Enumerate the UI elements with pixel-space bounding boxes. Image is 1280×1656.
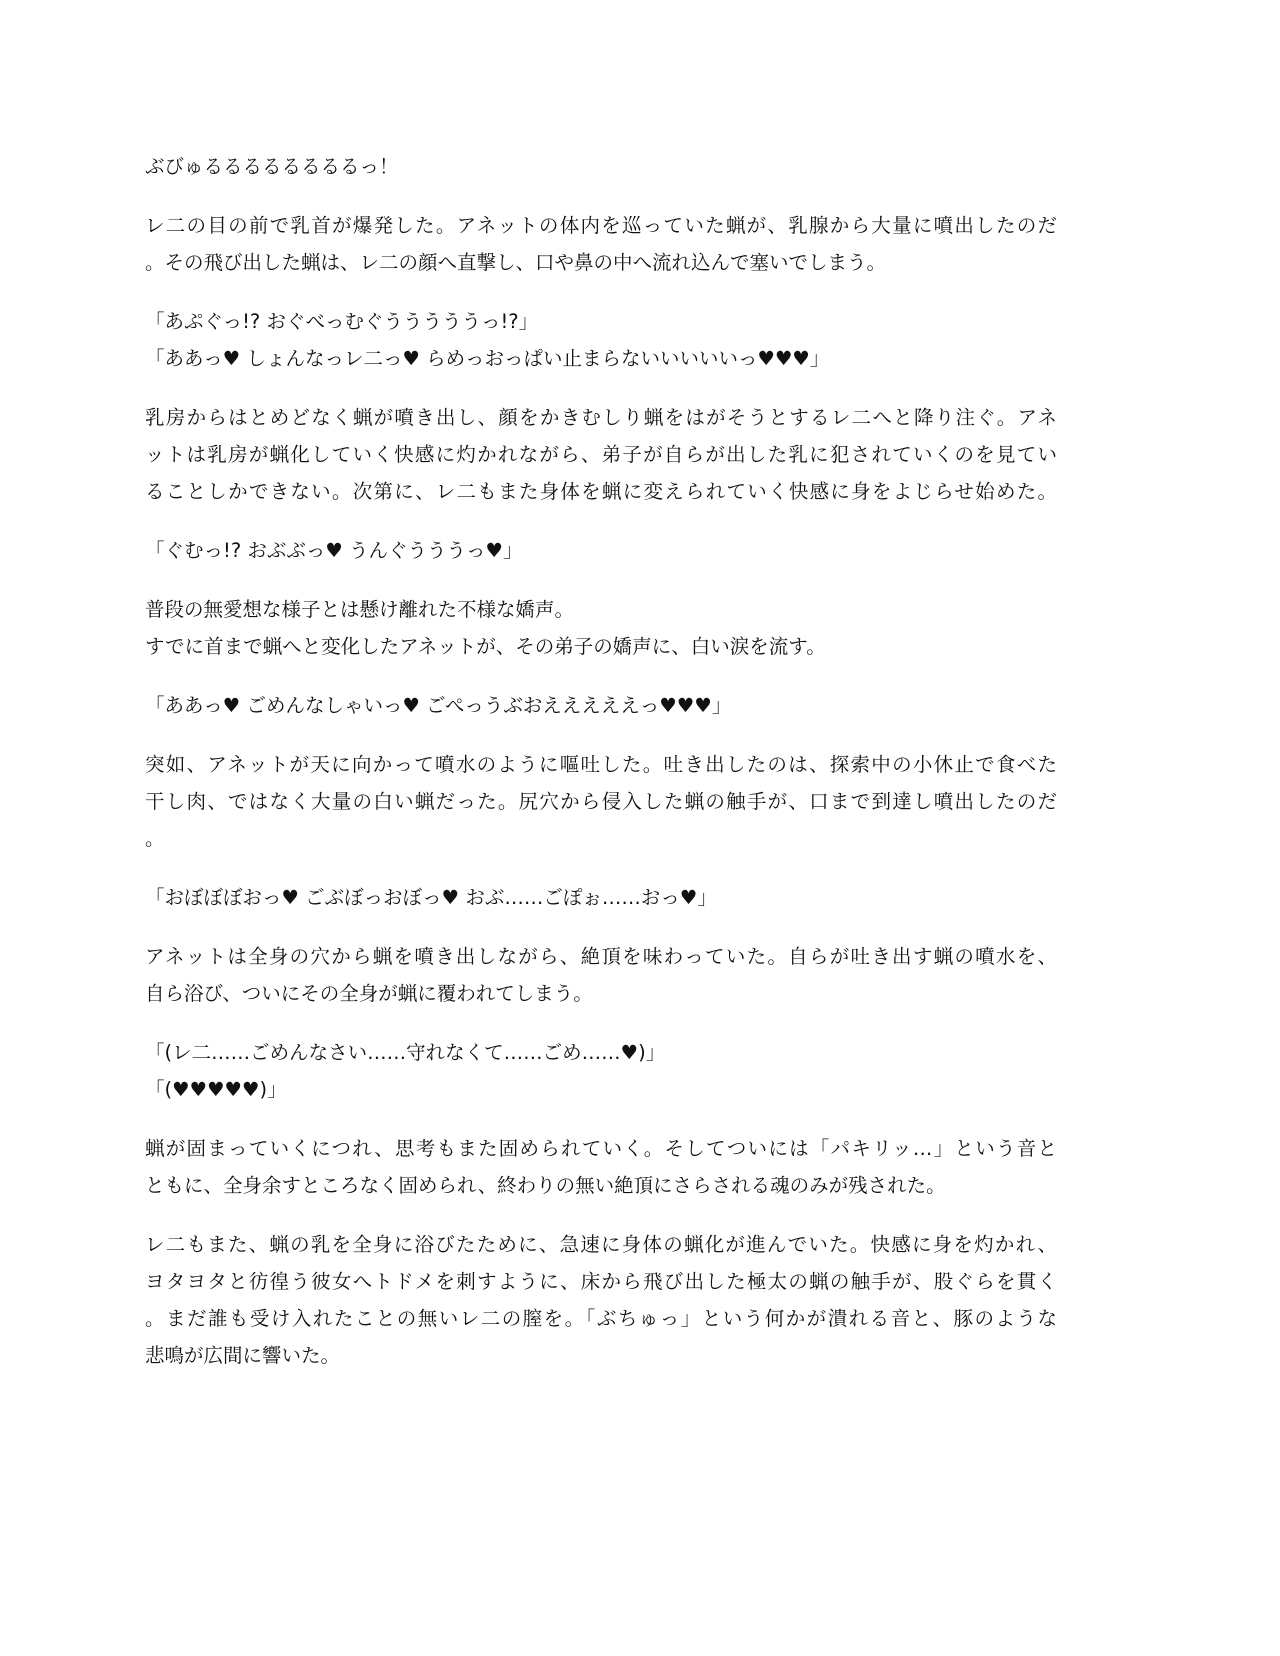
text-line: 。まだ誰も受け入れたことの無いレ二の膣を。「ぶちゅっ」という何かが潰れる音と、豚のような [145, 1307, 1057, 1330]
text-line: レ二の目の前で乳首が爆発した。アネットの体内を巡っていた蝋が、乳腺から大量に噴出したのだ [145, 214, 1057, 237]
paragraph [145, 938, 1057, 1012]
text-line: レ二もまた、蝋の乳を全身に浴びたために、急速に身体の蝋化が進んでいた。快感に身を灼かれ、 [145, 1233, 1057, 1256]
text-line: 普段の無愛想な様子とは懸け離れた不様な嬌声。 [145, 598, 575, 621]
text-line: 悲鳴が広間に響いた。 [145, 1344, 341, 1367]
paragraph [145, 532, 1057, 569]
paragraph [145, 399, 1057, 510]
text-line: ることしかできない。次第に、レ二もまた身体を蝋に変えられていく快感に身をよじらせ始めた。 [145, 480, 1057, 503]
paragraph [145, 1226, 1057, 1374]
text-line: アネットは全身の穴から蝋を噴き出しながら、絶頂を味わっていた。自らが吐き出す蝋の噴水を、 [145, 945, 1057, 968]
text-line: ぶびゅるるるるるるるるっ！ [145, 155, 399, 178]
paragraph [145, 303, 1057, 377]
paragraph [145, 879, 1057, 916]
text-line: 乳房からはとめどなく蝋が噴き出し、顔をかきむしり蝋をはがそうとするレ二へと降り注ぐ。アネ [145, 406, 1057, 429]
text-line: 。 [145, 827, 165, 850]
text-line: すでに首まで蝋へと変化したアネットが、その弟子の嬌声に、白い涙を流す。 [145, 635, 826, 658]
text-line: 「ああっ♥ ごめんなしゃいっ♥ ごぺっうぶおえええええっ♥♥♥」 [145, 694, 732, 717]
text-line: 「ぐむっ!? おぶぶっ♥ うんぐうううっ♥」 [145, 539, 523, 562]
text-line: ヨタヨタと彷徨う彼女へトドメを刺すように、床から飛び出した極太の蝋の触手が、股ぐらを貫く [145, 1270, 1057, 1293]
paragraph [145, 687, 1057, 724]
paragraph [145, 591, 1057, 665]
text-line: 蝋が固まっていくにつれ、思考もまた固められていく。そしてついには「パキリッ…」という音と [145, 1137, 1057, 1160]
paragraph [145, 746, 1057, 857]
text-line: 自ら浴び、ついにその全身が蝋に覆われてしまう。 [145, 982, 593, 1005]
paragraph [145, 1130, 1057, 1204]
document-body [145, 148, 1057, 1396]
text-line: ットは乳房が蝋化していく快感に灼かれながら、弟子が自らが出した乳に犯されていくのを見てい [145, 443, 1057, 466]
paragraph [145, 1034, 1057, 1108]
paragraph [145, 148, 1057, 185]
text-line: 「ああっ♥ しょんなっレ二っ♥ らめっおっぱい止まらないいいいいっ♥♥♥」 [145, 347, 830, 370]
text-line: 。その飛び出した蝋は、レ二の顔へ直撃し、口や鼻の中へ流れ込んで塞いでしまう。 [145, 251, 887, 274]
text-line: 干し肉、ではなく大量の白い蝋だった。尻穴から侵入した蝋の触手が、口まで到達し噴出したのだ [145, 790, 1057, 813]
text-line: 「(レ二……ごめんなさい……守れなくて……ごめ……♥)」 [145, 1041, 666, 1064]
text-line: 「あぷぐっ!? おぐべっむぐうううううっ!?」 [145, 310, 539, 333]
paragraph [145, 207, 1057, 281]
text-line: 突如、アネットが天に向かって噴水のように嘔吐した。吐き出したのは、探索中の小休止で食べた [145, 753, 1057, 776]
text-line: 「おぼぼぼおっ♥ ごぶぼっおぼっ♥ おぶ……ごぽぉ……おっ♥」 [145, 886, 717, 909]
text-line: 「(♥♥♥♥♥)」 [145, 1078, 287, 1101]
text-line: ともに、全身余すところなく固められ、終わりの無い絶頂にさらされる魂のみが残された。 [145, 1174, 946, 1197]
